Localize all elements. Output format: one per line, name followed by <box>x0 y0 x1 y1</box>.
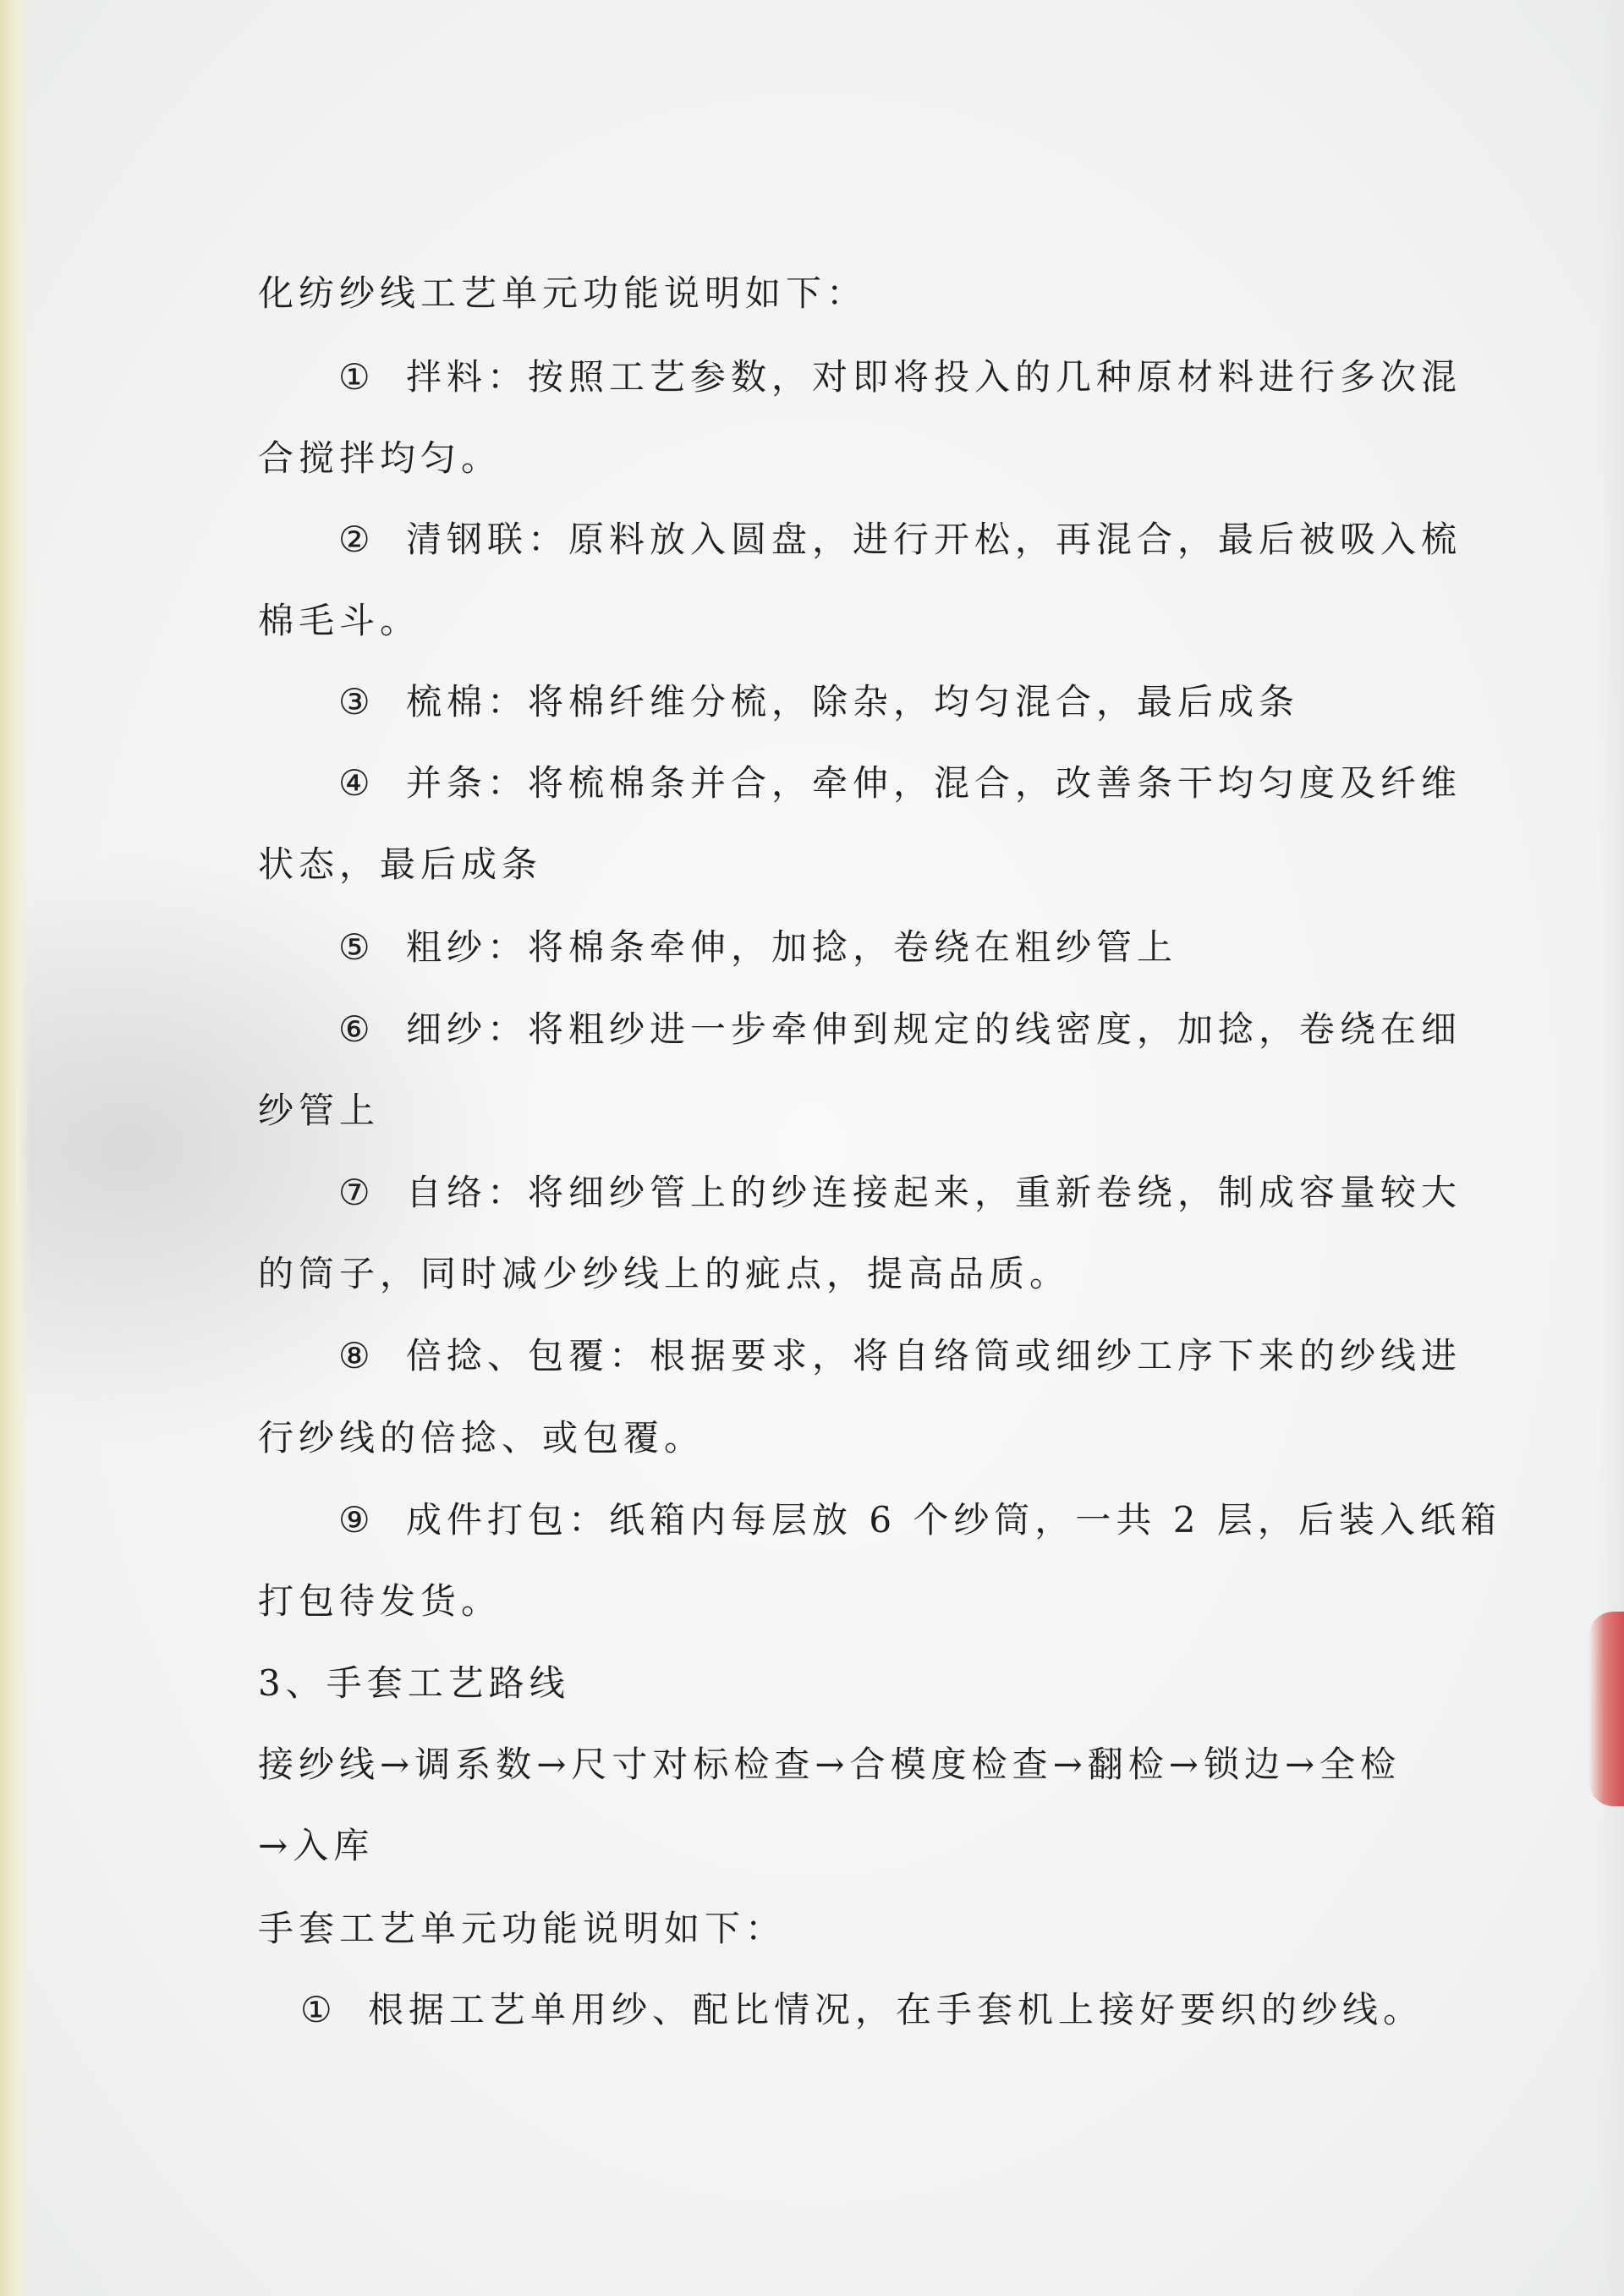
item-4-line-1: ④ 并条：将梳棉条并合，牵伸，混合，改善条干均匀度及纤维 <box>338 758 1358 809</box>
item-1-number: ① <box>338 356 370 398</box>
item-1-line-1: ① 拌料：按照工艺参数，对即将投入的几种原材料进行多次混 <box>338 352 1358 403</box>
item-5-number: ⑤ <box>338 926 370 968</box>
glove-intro-paragraph: 手套工艺单元功能说明如下： <box>258 1908 787 1949</box>
item-7-line-2: 的筒子，同时减少纱线上的疵点，提高品质。 <box>258 1253 1071 1294</box>
glove-item-1: ① 根据工艺单用纱、配比情况，在手套机上接好要织的纱线。 <box>300 1985 1358 2035</box>
item-3-line-1: ③ 梳棉：将棉纤维分梳，除杂，均匀混合，最后成条 <box>338 677 1358 728</box>
item-6-number: ⑥ <box>338 1008 370 1050</box>
item-9-number: ⑨ <box>338 1499 370 1541</box>
item-2-line-1: ② 清钢联：原料放入圆盘，进行开松，再混合，最后被吸入梳 <box>338 514 1358 565</box>
item-1-line-2: 合搅拌均匀。 <box>258 437 502 479</box>
item-5-line-1: ⑤ 粗纱：将棉条牵伸，加捻，卷绕在粗纱管上 <box>338 922 1358 973</box>
item-8-number: ⑧ <box>338 1335 370 1376</box>
intro-paragraph: 化纺纱线工艺单元功能说明如下： <box>258 272 868 314</box>
route-line-2: →入库 <box>258 1825 375 1866</box>
item-2-number: ② <box>338 519 370 560</box>
item-3-number: ③ <box>338 681 370 722</box>
item-9-line-1: ⑨ 成件打包：纸箱内每层放 6 个纱筒，一共 2 层，后装入纸箱 <box>338 1495 1358 1546</box>
glove-item-1-number: ① <box>300 1989 332 2030</box>
item-8-line-1: ⑧ 倍捻、包覆：根据要求，将自络筒或细纱工序下来的纱线进 <box>338 1331 1358 1381</box>
item-9-line-2: 打包待发货。 <box>258 1580 502 1622</box>
item-2-line-2: 棉毛斗。 <box>258 600 421 641</box>
item-6-line-1: ⑥ 细纱：将粗纱进一步牵伸到规定的线密度，加捻，卷绕在细 <box>338 1004 1358 1055</box>
item-6-line-2: 纱管上 <box>258 1090 381 1131</box>
item-4-line-2: 状态，最后成条 <box>258 843 543 885</box>
item-8-line-2: 行纱线的倍捻、或包覆。 <box>258 1417 705 1458</box>
item-7-line-1: ⑦ 自络：将细纱管上的纱连接起来，重新卷绕，制成容量较大 <box>338 1167 1358 1218</box>
item-7-number: ⑦ <box>338 1172 370 1213</box>
section-heading: 3、手套工艺路线 <box>258 1662 570 1704</box>
route-line-1: 接纱线→调系数→尺寸对标检查→合模度检查→翻检→锁边→全检 <box>258 1744 1402 1785</box>
item-4-number: ④ <box>338 762 370 804</box>
